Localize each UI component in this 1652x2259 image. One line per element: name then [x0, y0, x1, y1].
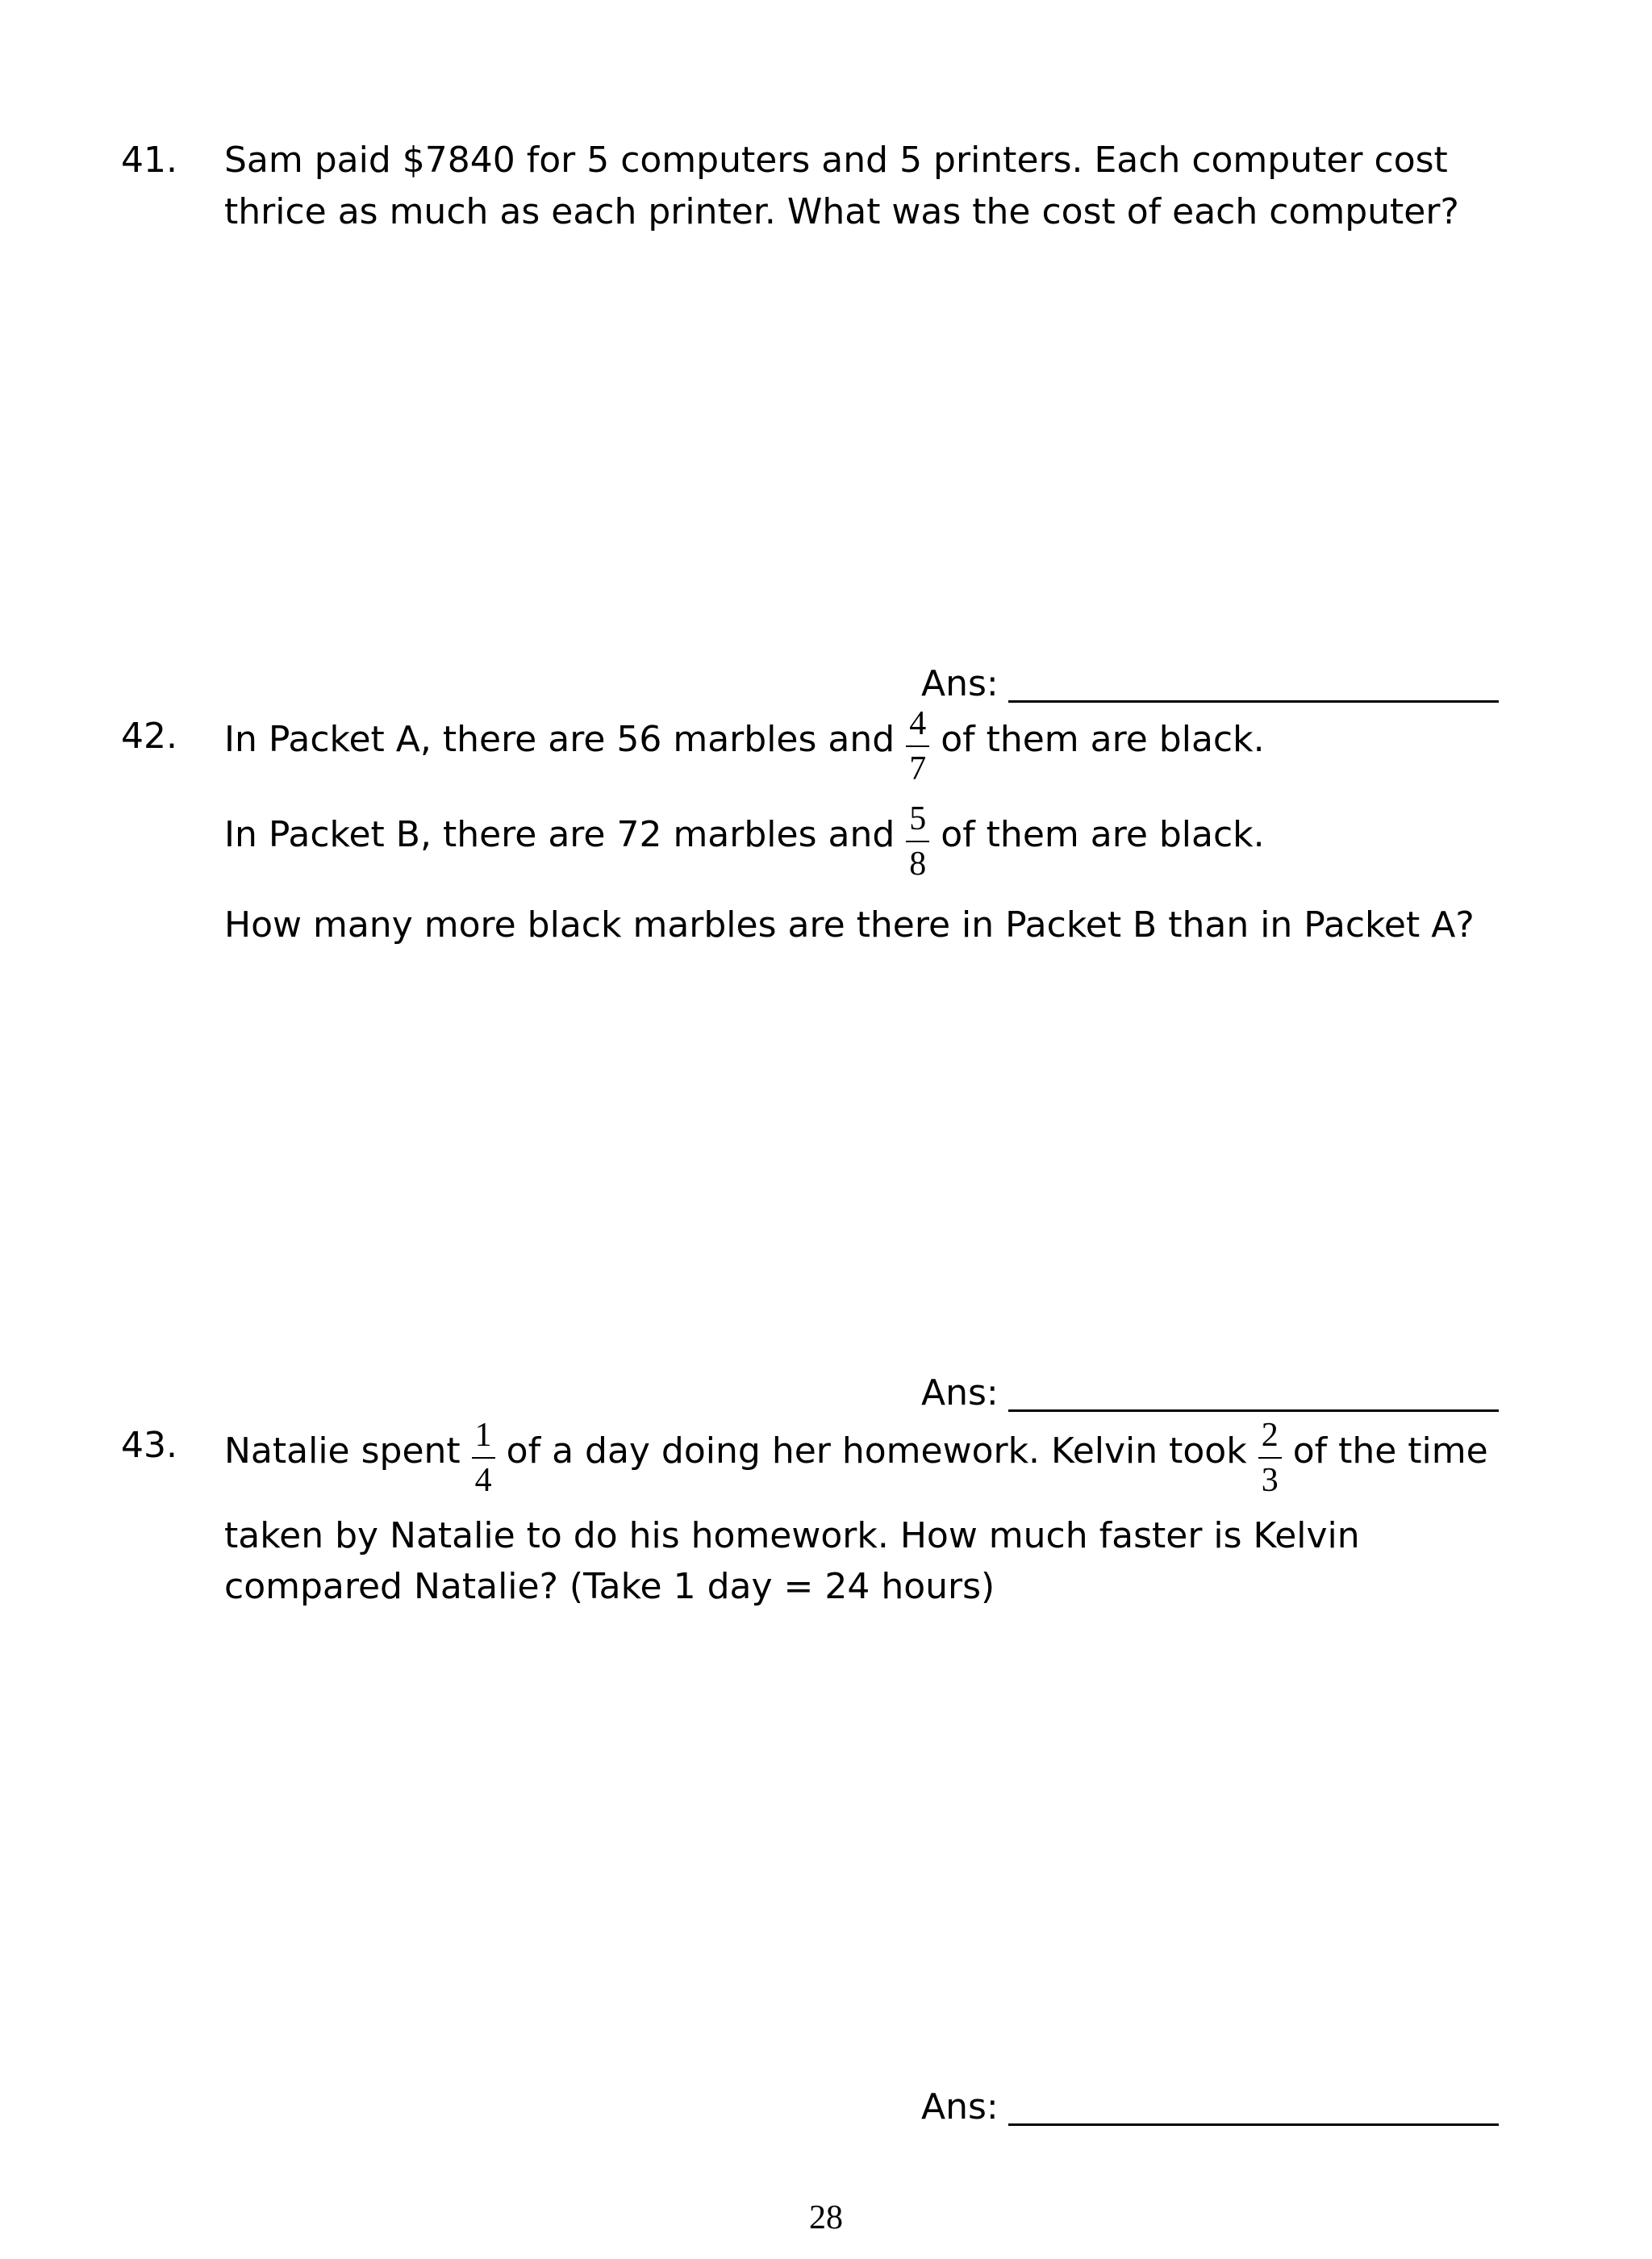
- question-41-answer-label: Ans:: [921, 663, 999, 704]
- page-number: 28: [809, 2199, 843, 2236]
- fraction-numerator: 1: [474, 1417, 492, 1454]
- fraction-bar: [906, 841, 929, 842]
- question-42-text-line-1: [224, 702, 1265, 787]
- fraction-denominator: 4: [474, 1462, 492, 1499]
- question-43-line-1-middle: of a day doing her homework. Kelvin took: [506, 1430, 1247, 1472]
- question-42-text-line-2: [224, 797, 1265, 883]
- question-42-number: 42.: [121, 716, 177, 757]
- question-42-line-1-end: of them are black.: [941, 719, 1265, 760]
- question-42-line-1-start: In Packet A, there are 56 marbles and: [224, 719, 895, 760]
- question-43-line-1-end: of the time: [1292, 1430, 1488, 1472]
- fraction-numerator: 5: [909, 800, 927, 837]
- question-43-text-line-1: [224, 1413, 1488, 1499]
- question-42-line-2-start: In Packet B, there are 72 marbles and: [224, 814, 895, 855]
- question-43-answer-label: Ans:: [921, 2086, 999, 2127]
- question-43-text-line-2: taken by Natalie to do his homework. How much faster is Kelvin: [224, 1515, 1360, 1556]
- question-42-line-2-end: of them are black.: [941, 814, 1265, 855]
- fraction-five-eighths: [906, 802, 929, 881]
- question-43-answer-blank[interactable]: [1008, 2123, 1499, 2126]
- question-42-answer-label: Ans:: [921, 1372, 999, 1413]
- fraction-denominator: 8: [909, 846, 927, 883]
- question-41-text-line-1: Sam paid $7840 for 5 computers and 5 printers. Each computer cost: [224, 140, 1448, 181]
- question-42-answer-blank[interactable]: [1008, 1409, 1499, 1412]
- fraction-denominator: 7: [909, 750, 927, 787]
- fraction-bar: [906, 745, 929, 747]
- fraction-bar: [1258, 1457, 1282, 1459]
- question-42-text-line-3: How many more black marbles are there in Packet B than in Packet A?: [224, 904, 1475, 946]
- fraction-four-sevenths: [906, 707, 929, 786]
- fraction-two-thirds: [1258, 1418, 1282, 1497]
- fraction-bar: [472, 1457, 495, 1459]
- question-41-text-line-2: thrice as much as each printer. What was the cost of each computer?: [224, 191, 1459, 232]
- question-41-number: 41.: [121, 140, 177, 181]
- question-43-line-1-start: Natalie spent: [224, 1430, 461, 1472]
- fraction-numerator: 2: [1261, 1417, 1279, 1454]
- fraction-one-quarter: [472, 1418, 495, 1497]
- fraction-denominator: 3: [1261, 1462, 1279, 1499]
- question-43-number: 43.: [121, 1425, 177, 1466]
- question-43-text-line-3: compared Natalie? (Take 1 day = 24 hours): [224, 1566, 995, 1607]
- fraction-numerator: 4: [909, 705, 927, 742]
